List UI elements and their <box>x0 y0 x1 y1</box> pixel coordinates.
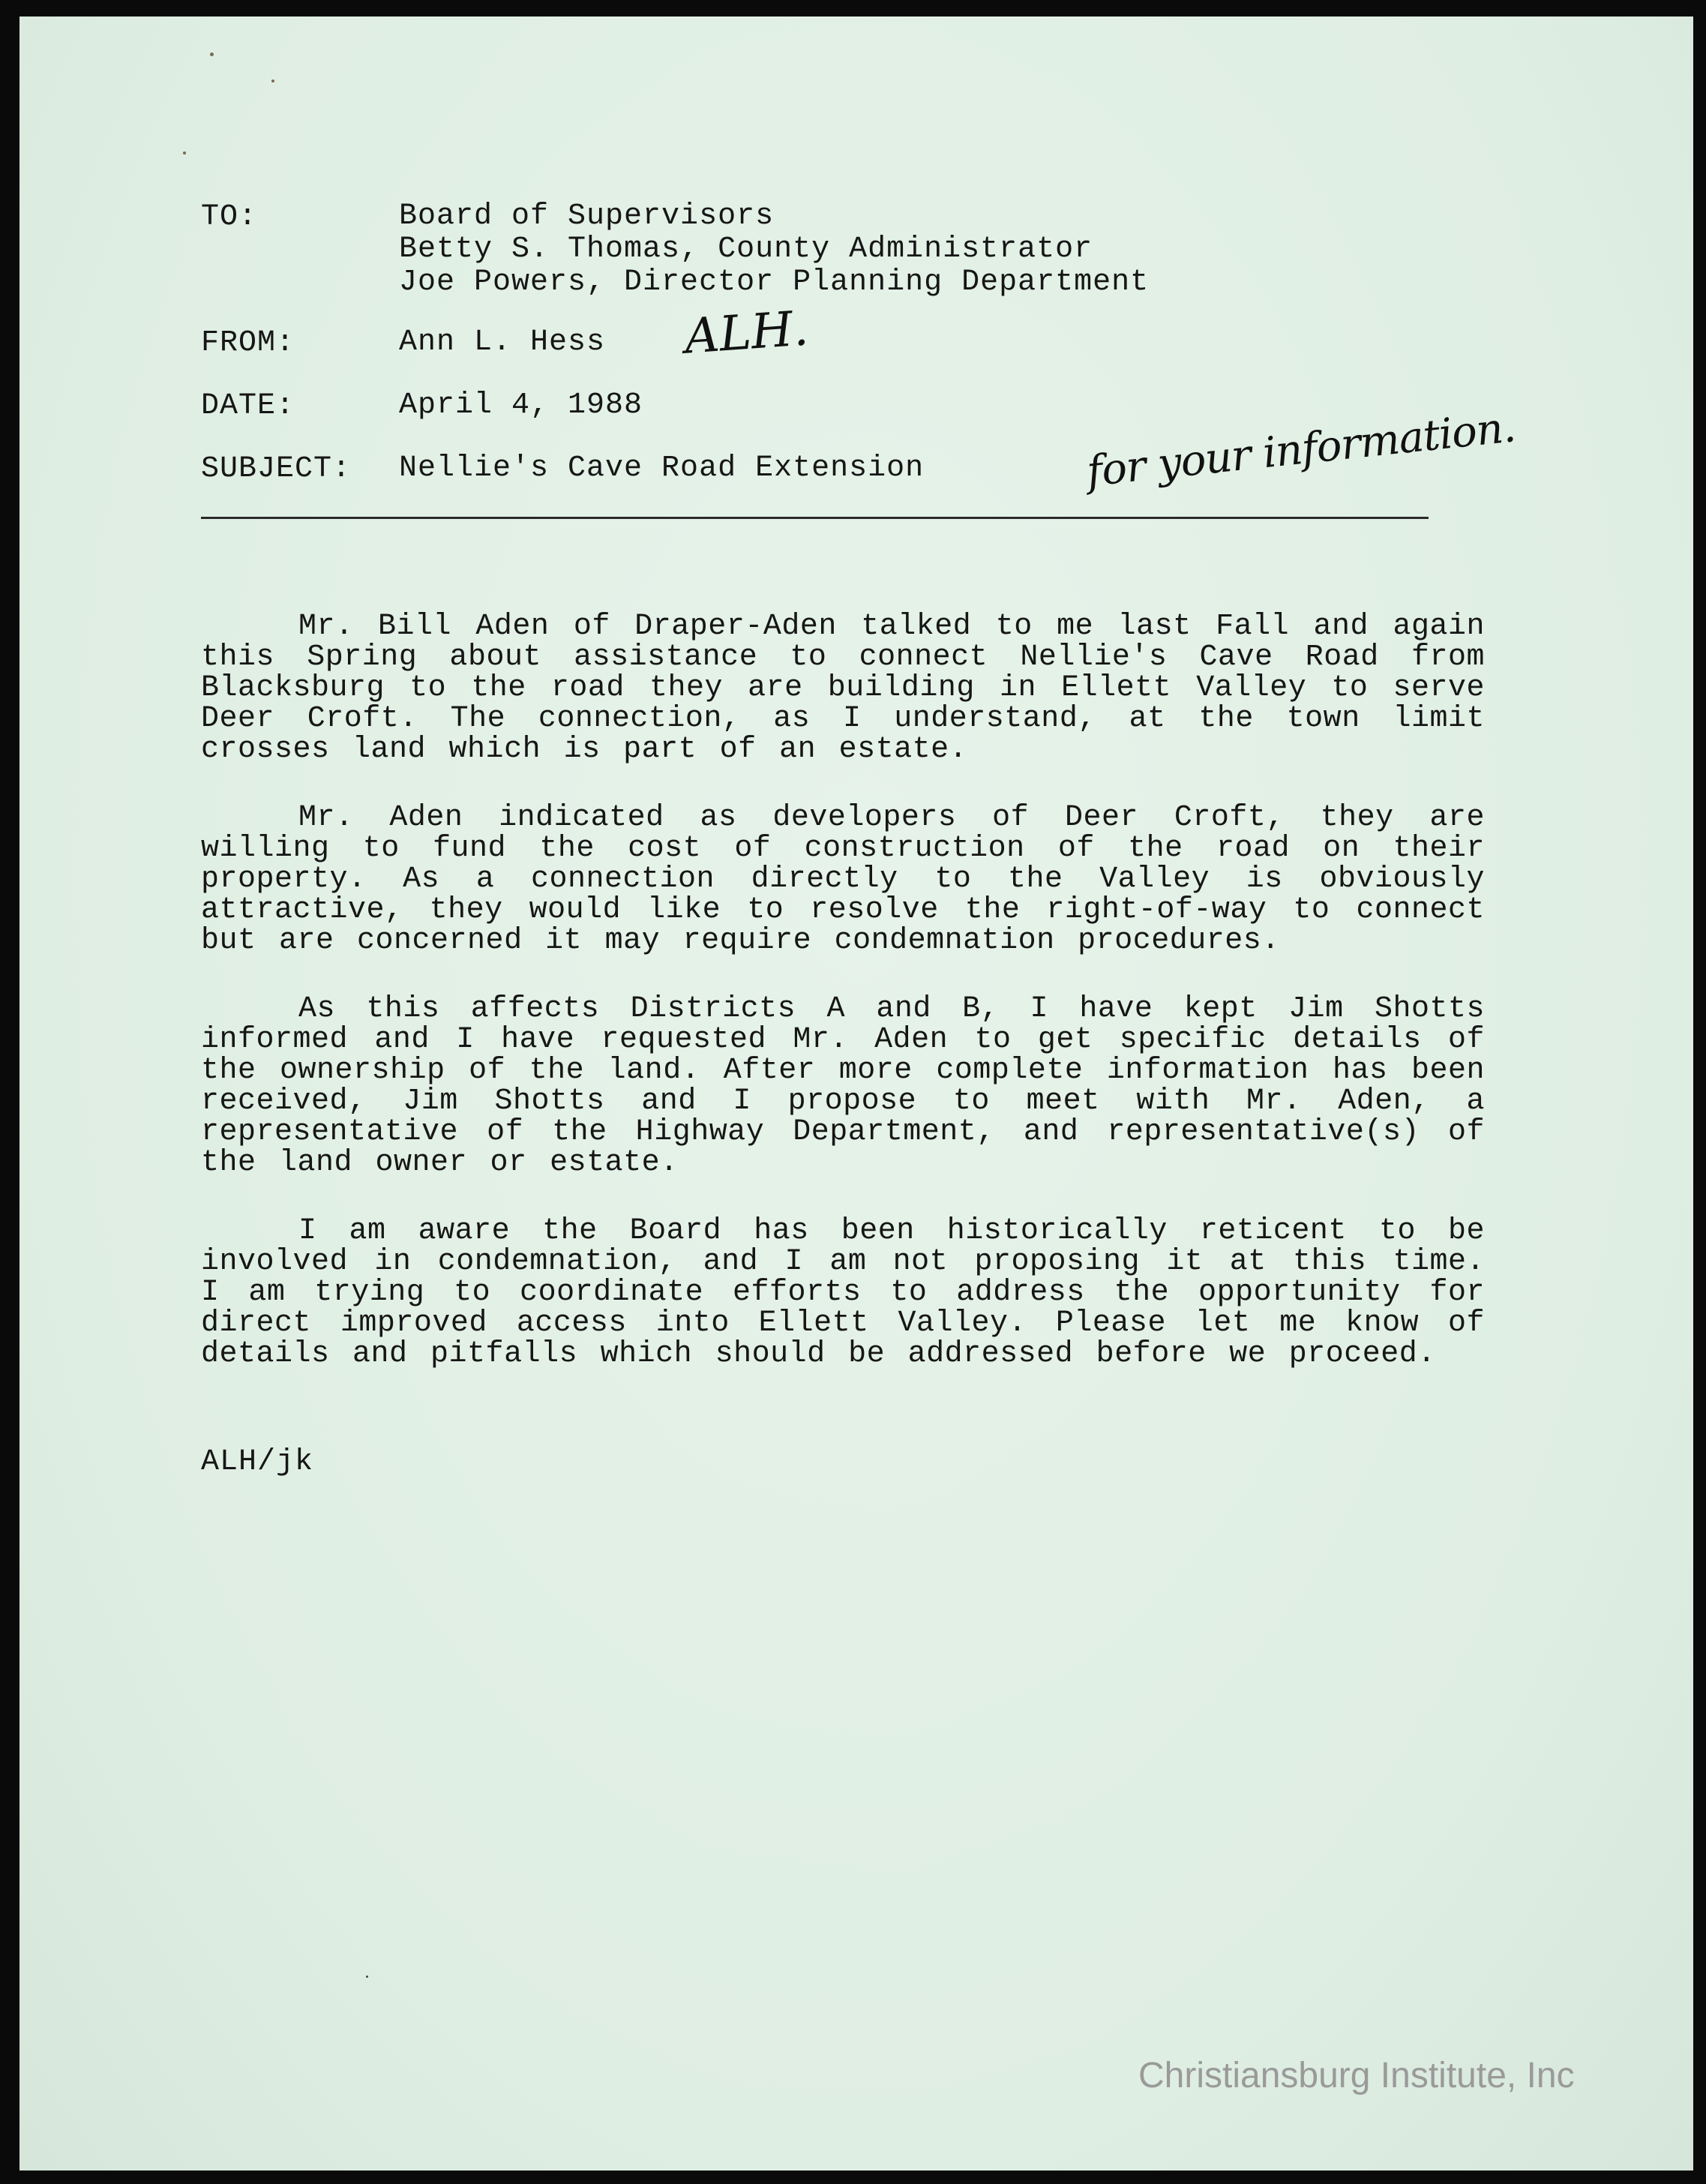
date-row <box>201 389 643 423</box>
paper-speck <box>183 152 186 154</box>
subject-label: SUBJECT: <box>201 452 352 486</box>
recipient-line: Board of Supervisors <box>399 200 775 233</box>
paper-speck <box>210 52 214 56</box>
subject-value: Nellie's Cave Road Extension <box>399 452 925 485</box>
body-paragraph: I am aware the Board has been historically reticent to be involved in condemnation, and I am not proposing it at this time. I am trying to coordinate efforts to address the opportunity for direct improved access into Ellett Valley. Please let me know of details and pitfalls which should be addressed before we proceed. <box>201 1214 1485 1371</box>
memo-body <box>201 611 1485 1407</box>
paper-speck <box>366 1976 368 1978</box>
recipient-line: Betty S. Thomas, County Administrator <box>399 232 1093 266</box>
body-paragraph: Mr. Bill Aden of Draper-Aden talked to me last Fall and again this Spring about assistance to connect Nellie's Cave Road from Blacksburg to the road they are building in Ellett Valley to serve Deer Croft. The connection, as I understand, at the town limit crosses land which is part of an estate. <box>201 610 1485 766</box>
archive-watermark: Christiansburg Institute, Inc <box>1138 2056 1575 2096</box>
from-label: FROM: <box>201 326 295 360</box>
date-label: DATE: <box>201 389 295 423</box>
handwritten-note: for your information. <box>1084 403 1518 496</box>
to-recipients <box>399 200 1149 299</box>
from-row <box>201 326 605 360</box>
reference-initials: ALH/jk <box>201 1445 314 1479</box>
body-paragraph: Mr. Aden indicated as developers of Deer Croft, they are willing to fund the cost of construction of the road on their property. As a connection directly to the Valley is obviously attractive, they would like to resolve the right-of-way to connect but are concerned it may require condemnation procedures. <box>201 801 1485 958</box>
to-label: TO: <box>201 200 258 234</box>
date-value: April 4, 1988 <box>399 388 643 422</box>
subject-row <box>201 452 924 486</box>
to-row <box>201 200 1149 299</box>
from-value: Ann L. Hess <box>399 326 606 359</box>
paper-speck <box>271 80 274 82</box>
memo-page <box>19 16 1693 2170</box>
handwritten-initials: ALH. <box>682 301 811 365</box>
body-paragraph: As this affects Districts A and B, I have kept Jim Shotts informed and I have requested Mr. Aden to get specific details of the ownership of the land. After more complete information has been received, Jim Shotts and I propose to meet with Mr. Aden, a representative of the Highway Department, and representative(s) of the land owner or estate. <box>201 992 1485 1180</box>
recipient-line: Joe Powers, Director Planning Department <box>399 266 1150 299</box>
header-divider <box>201 517 1429 519</box>
